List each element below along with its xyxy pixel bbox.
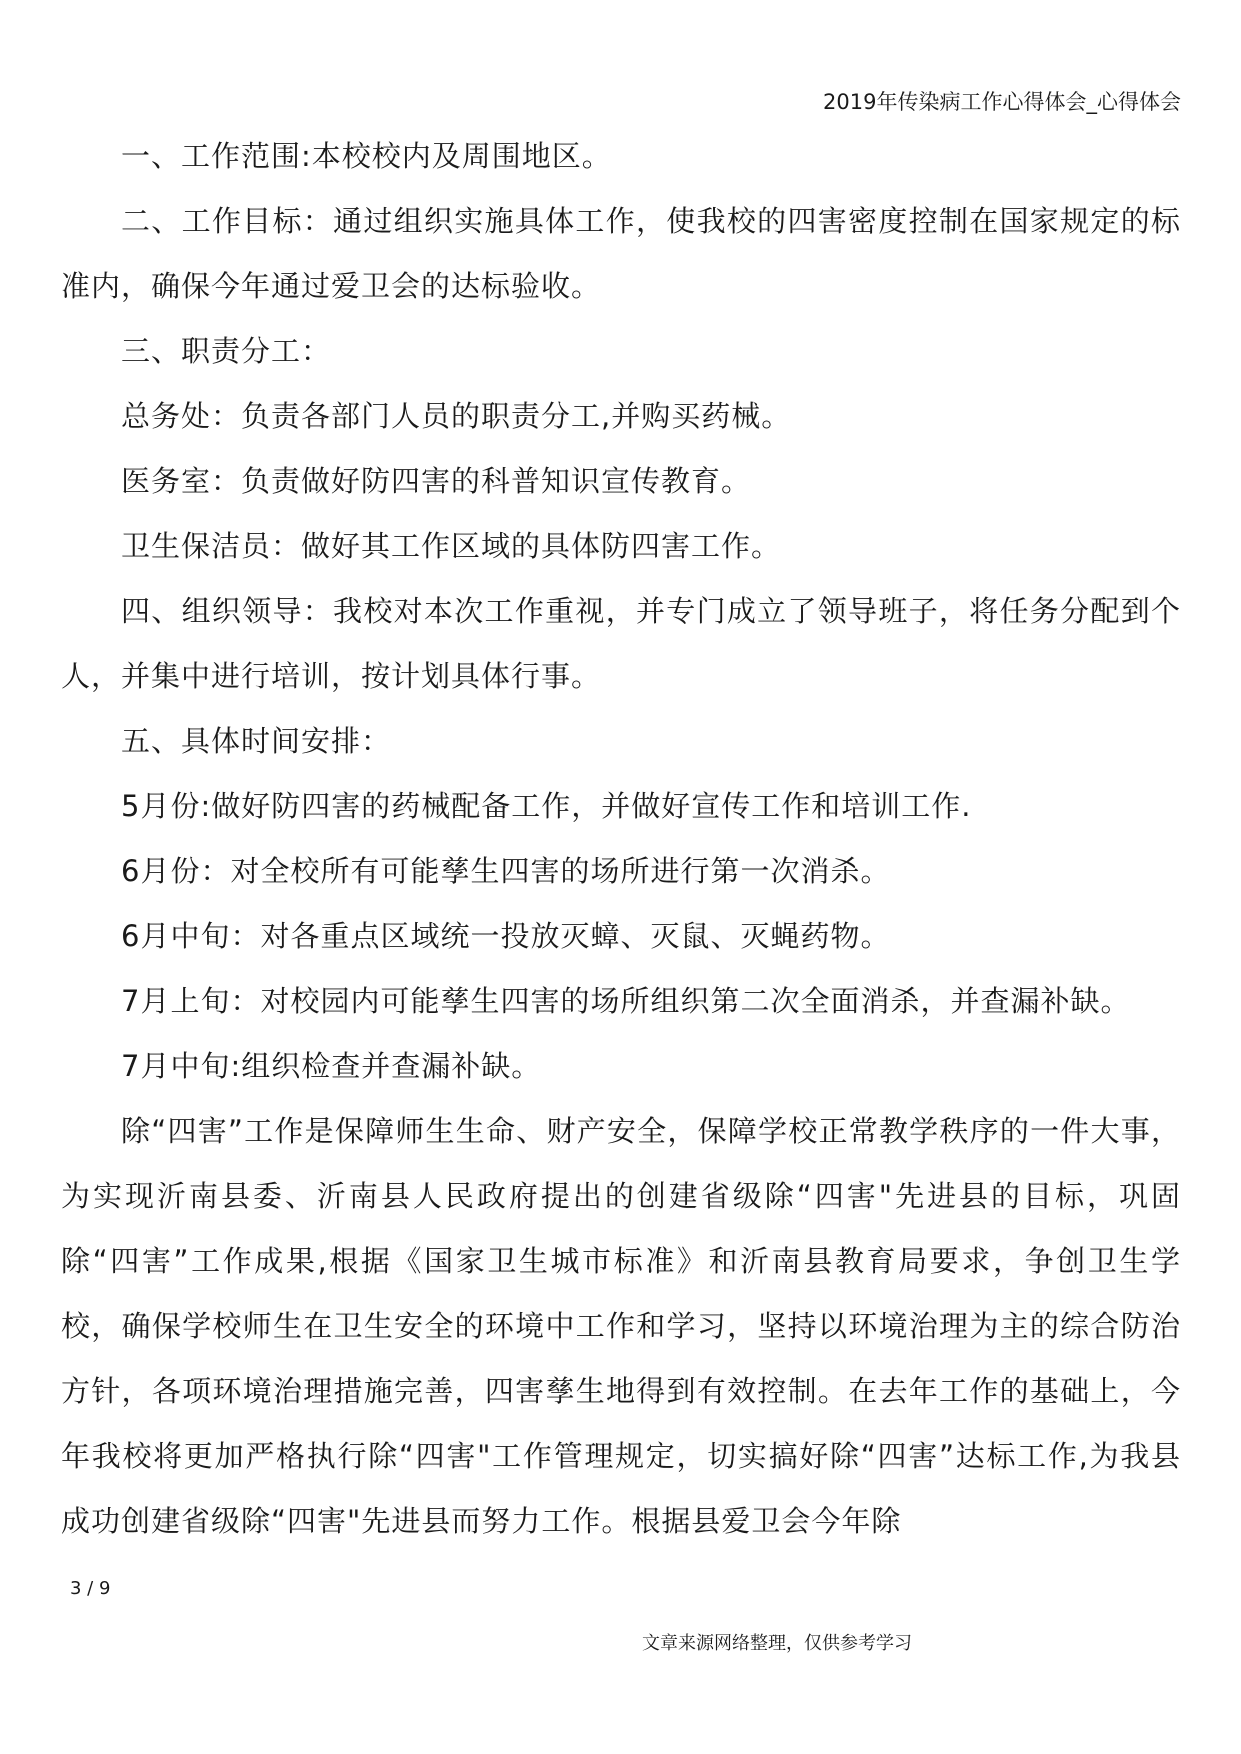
paragraph-schedule-mid-july: 7月中旬:组织检查并查漏补缺。: [121, 1049, 542, 1083]
paragraph-work-scope: 一、工作范围:本校校内及周围地区。: [121, 139, 612, 173]
paragraph-four-pests-summary: 除“四害”工作是保障师生生命、财产安全，保障学校正常教学秩序的一件大事，为实现沂南县委、沂南县人民政府提出的创建省级除“四害"先进县的目标，巩固除“四害”工作成果,根据《国家卫生城市标准》和沂南县教育局要求，争创卫生学校，确保学校师生在卫生安全的环境中工作和学习，坚持以环境治理为主的综合防治方针，各项环境治理措施完善，四害孳生地得到有效控制。在去年工作的基础上，今年我校将更加严格执行除“四害"工作管理规定，切实搞好除“四害”达标工作,为我县成功创建省级除“四害"先进县而努力工作。根据县爱卫会今年除: [61, 1114, 1181, 1538]
document-body: [61, 124, 1181, 1554]
paragraph-schedule-early-july: 7月上旬：对校园内可能孳生四害的场所组织第二次全面消杀，并查漏补缺。: [121, 984, 1131, 1018]
source-note: 文章来源网络整理，仅供参考学习: [642, 1633, 912, 1654]
paragraph-work-goal: 二、工作目标：通过组织实施具体工作，使我校的四害密度控制在国家规定的标准内，确保今年通过爱卫会的达标验收。: [61, 204, 1181, 303]
paragraph-schedule-heading: 五、具体时间安排：: [121, 724, 392, 758]
paragraph-leadership: 四、组织领导：我校对本次工作重视，并专门成立了领导班子，将任务分配到个人，并集中进行培训，按计划具体行事。: [61, 594, 1181, 693]
paragraph-medical-office: 医务室：负责做好防四害的科普知识宣传教育。: [121, 464, 752, 498]
paragraph-responsibilities-heading: 三、职责分工：: [121, 334, 332, 368]
page-number: 3 / 9: [70, 1578, 111, 1599]
paragraph-general-affairs: 总务处：负责各部门人员的职责分工,并购买药械。: [121, 399, 792, 433]
paragraph-cleaning-staff: 卫生保洁员：做好其工作区域的具体防四害工作。: [121, 529, 782, 563]
paragraph-schedule-june: 6月份：对全校所有可能孳生四害的场所进行第一次消杀。: [121, 854, 891, 888]
paragraph-schedule-may: 5月份:做好防四害的药械配备工作，并做好宣传工作和培训工作.: [121, 789, 972, 823]
paragraph-schedule-mid-june: 6月中旬：对各重点区域统一投放灭蟑、灭鼠、灭蝇药物。: [121, 919, 891, 953]
running-header: 2019年传染病工作心得体会_心得体会: [823, 90, 1181, 114]
